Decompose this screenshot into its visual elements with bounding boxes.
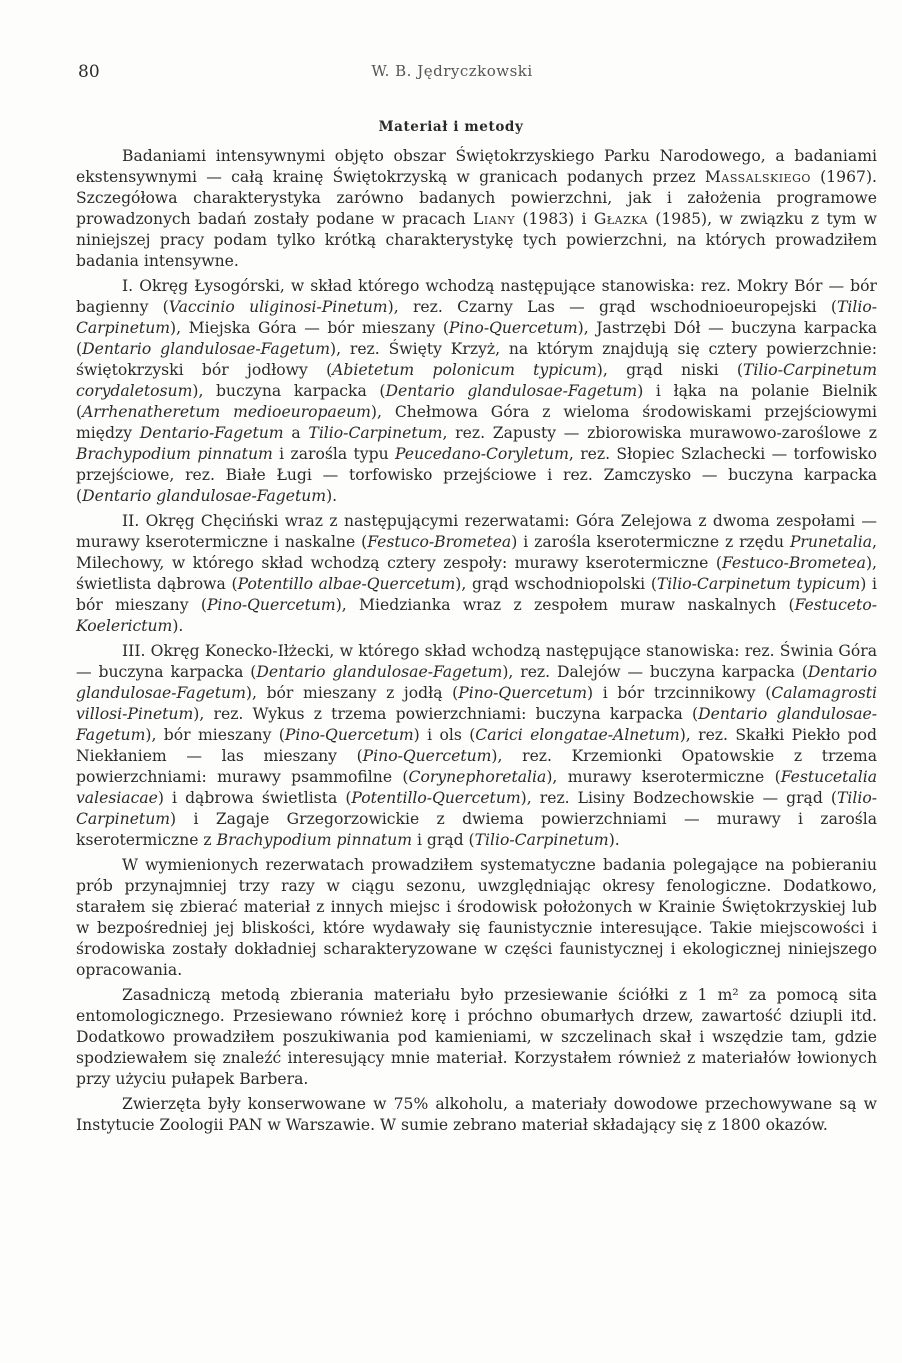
body-text [76, 146, 877, 1140]
running-head: W. B. Jędryczkowski [371, 62, 533, 80]
paragraph-sampling: W wymienionych rezerwatach prowadziłem systematyczne badania polegające na pobieraniu prób przynajmniej trzy razy w ciągu sezonu, uwzględniając okresy fenologiczne. Dodatkowo, starałem się zbierać materiał z innych miejsc i środowisk położonych w Krainie Świętokrzyskiej lub w bezpośredniej jej bliskości, które wydawały się faunistycznie interesujące. Takie miejscowości i środowiska zostały dokładniej scharakteryzowane w części faunistycznej i ekologicznej niniejszego opracowania. [76, 856, 877, 979]
paragraph-intro: Badaniami intensywnymi objęto obszar Świętokrzyskiego Parku Narodowego, a badaniami ekstensywnymi — całą krainę Świętokrzyską w granicach podanych przez Massalskiego (1967). Szczegółowa charakterystyka zarówno badanych powierzchni, jak i założenia programowe prowadzonych badań zostały podane w pracach Liany (1983) i Głazka (1985), w związku z tym w niniejszej pracy podam tylko krótką charakterystykę tych powierzchni, na których prowadziłem badania intensywne. [76, 147, 877, 270]
paragraph-methods: Zasadniczą metodą zbierania materiału było przesiewanie ściółki z 1 m² za pomocą sita entomologicznego. Przesiewano również korę i próchno obumarłych drzew, zawartość dziupli itd. Dodatkowo prowadziłem poszukiwania pod kamieniami, w szczelinach skał i wszędzie tam, gdzie spodziewałem się znaleźć interesujący mnie materiał. Korzystałem również z materiałów łowionych przy użyciu pułapek Barbera. [76, 986, 877, 1088]
paragraph-district-3: III. Okręg Konecko-Iłżecki, w którego skład wchodzą następujące stanowiska: rez. Świnia Góra — buczyna karpacka (Dentario glandulosae-Fagetum), rez. Dalejów — buczyna karpacka (Dentario glandulosae-Fagetum), bór mieszany z jodłą (Pino-Quercetum) i bór trzcinnikowy (Calamagrosti villosi-Pinetum), rez. Wykus z trzema powierzchniami: buczyna karpacka (Dentario glandulosae-Fagetum), bór mieszany (Pino-Quercetum) i ols (Carici elongatae-Alnetum), rez. Skałki Piekło pod Niekłaniem — las mieszany (Pino-Quercetum), rez. Krzemionki Opatowskie z trzema powierzchniami: murawy psammofilne (Corynephoretalia), murawy kserotermiczne (Festucetalia valesiacae) i dąbrowa świetlista (Potentillo-Quercetum), rez. Lisiny Bodzechowskie — grąd (Tilio-Carpinetum) i Zagaje Grzegorzowickie z dwiema powierzchniami — murawy i zarośla kserotermiczne z Brachypodium pinnatum i grąd (Tilio-Carpinetum). [76, 642, 878, 849]
section-title: Materiał i metody [378, 119, 524, 135]
paragraph-district-2: II. Okręg Chęciński wraz z następującymi rezerwatami: Góra Zelejowa z dwoma zespołami — murawy kserotermiczne i naskalne (Festuco-Brometea) i zarośla kserotermiczne z rzędu Prunetalia, Milechowy, w którego skład wchodzą cztery zespoły: murawy kserotermiczne (Festuco-Brometea), świetlista dąbrowa (Potentillo albae-Quercetum), grąd wschodniopolski (Tilio-Carpinetum typicum) i bór mieszany (Pino-Quercetum), Miedzianka wraz z zespołem muraw naskalnych (Festuceto-Koelerictum). [76, 512, 878, 635]
page-header [78, 62, 826, 86]
page-number: 80 [78, 62, 100, 82]
paragraph-district-1: I. Okręg Łysogórski, w skład którego wchodzą następujące stanowiska: rez. Mokry Bór — bór bagienny (Vaccinio uliginosi-Pinetum), rez. Czarny Las — grąd wschodnioeuropejski (Tilio-Carpinetum), Miejska Góra — bór mieszany (Pino-Quercetum), Jastrzębi Dół — buczyna karpacka (Dentario glandulosae-Fagetum), rez. Święty Krzyż, na którym znajdują się cztery powierzchnie: świętokrzyski bór jodłowy (Abietetum polonicum typicum), grąd niski (Tilio-Carpinetum corydaletosum), buczyna karpacka (Dentario glandulosae-Fagetum) i łąka na polanie Bielnik (Arrhenatheretum medioeuropaeum), Chełmowa Góra z wieloma środowiskami przejściowymi między Dentario-Fagetum a Tilio-Carpinetum, rez. Zapusty — zbiorowiska murawowo-zaroślowe z Brachypodium pinnatum i zarośla typu Peucedano-Coryletum, rez. Słopiec Szlachecki — torfowisko przejściowe, rez. Białe Ługi — torfowisko przejściowe i rez. Zamczysko — buczyna karpacka (Dentario glandulosae-Fagetum). [76, 277, 878, 505]
paragraph-preservation: Zwierzęta były konserwowane w 75% alkoholu, a materiały dowodowe przechowywane są w Instytucie Zoologii PAN w Warszawie. W sumie zebrano materiał składający się z 1800 okazów. [76, 1095, 877, 1134]
